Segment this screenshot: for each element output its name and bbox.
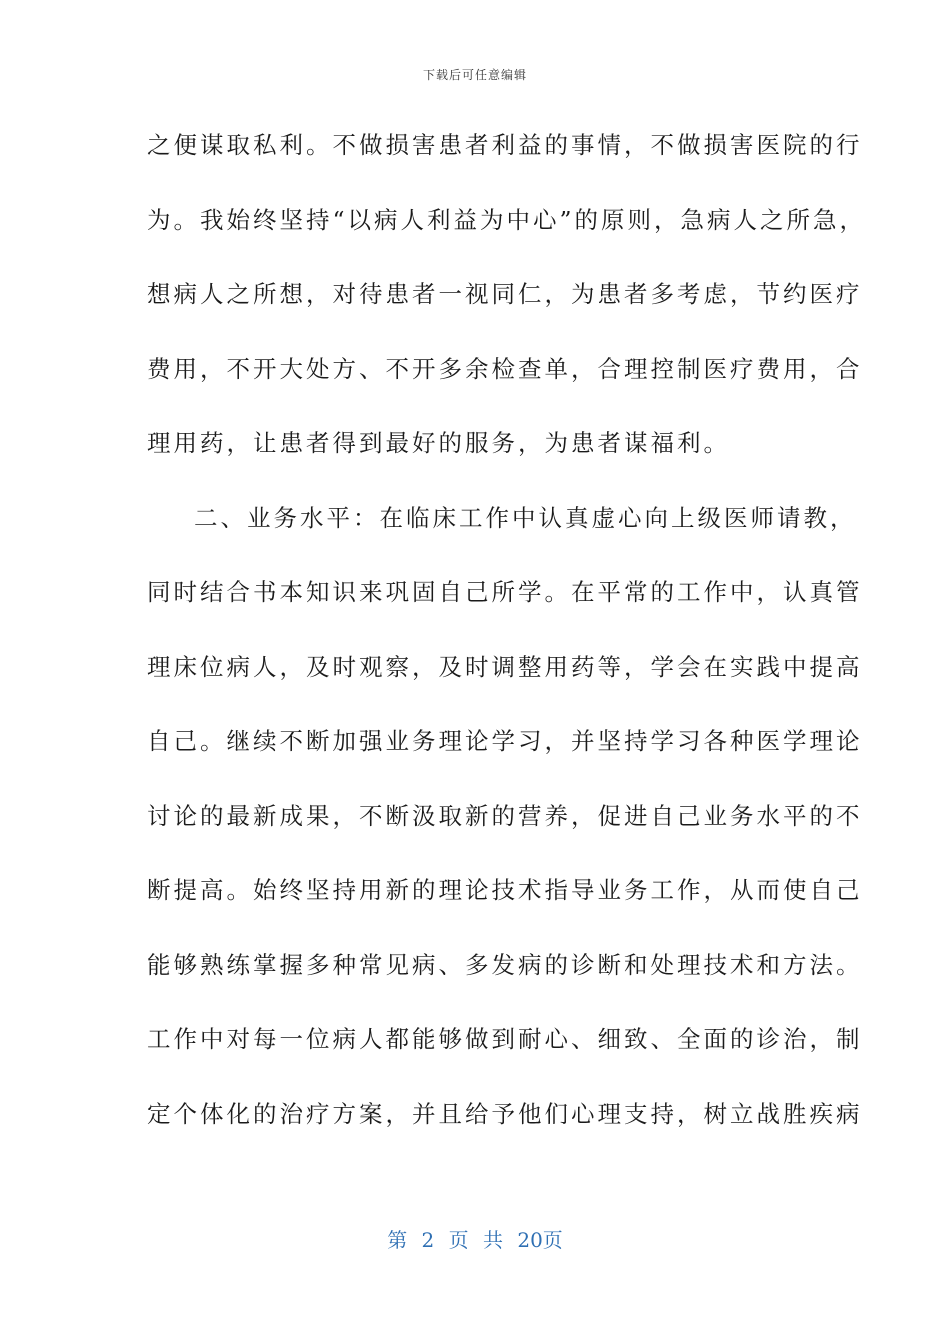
document-body	[147, 118, 867, 1161]
page-header: 下载后可任意编辑	[422, 68, 527, 82]
paragraph-start-line: 二、业务水平：在临床工作中认真虚心向上级医师请教，	[194, 503, 857, 532]
text-line: 断提高。始终坚持用新的理论技术指导业务工作，从而使自己	[147, 876, 863, 904]
text-line: 工作中对每一位病人都能够做到耐心、细致、全面的诊治，制	[147, 1025, 863, 1053]
text-line: 讨论的最新成果，不断汲取新的营养，促进自己业务水平的不	[147, 801, 863, 830]
text-line: 想病人之所想，对待患者一视同仁，为患者多考虑，节约医疗	[147, 280, 863, 308]
text-line: 能够熟练掌握多种常见病、多发病的诊断和处理技术和方法。	[147, 950, 863, 979]
text-line: 理床位病人，及时观察，及时调整用药等，学会在实践中提高	[147, 652, 863, 681]
text-line: 为。我始终坚持“以病人利益为中心”的原则，急病人之所急，	[147, 205, 867, 234]
text-line: 理用药，让患者得到最好的服务，为患者谋福利。	[147, 429, 730, 457]
text-line: 同时结合书本知识来巩固自己所学。在平常的工作中，认真管	[147, 578, 863, 606]
text-line: 费用，不开大处方、不开多余检查单，合理控制医疗费用，合	[147, 354, 863, 383]
page-number-footer: 第 2 页 共 20页	[387, 1228, 563, 1252]
text-line: 之便谋取私利。不做损害患者利益的事情，不做损害医院的行	[147, 131, 863, 159]
text-line: 自己。继续不断加强业务理论学习，并坚持学习各种医学理论	[147, 727, 863, 755]
text-line: 定个体化的治疗方案，并且给予他们心理支持，树立战胜疾病	[147, 1099, 863, 1128]
